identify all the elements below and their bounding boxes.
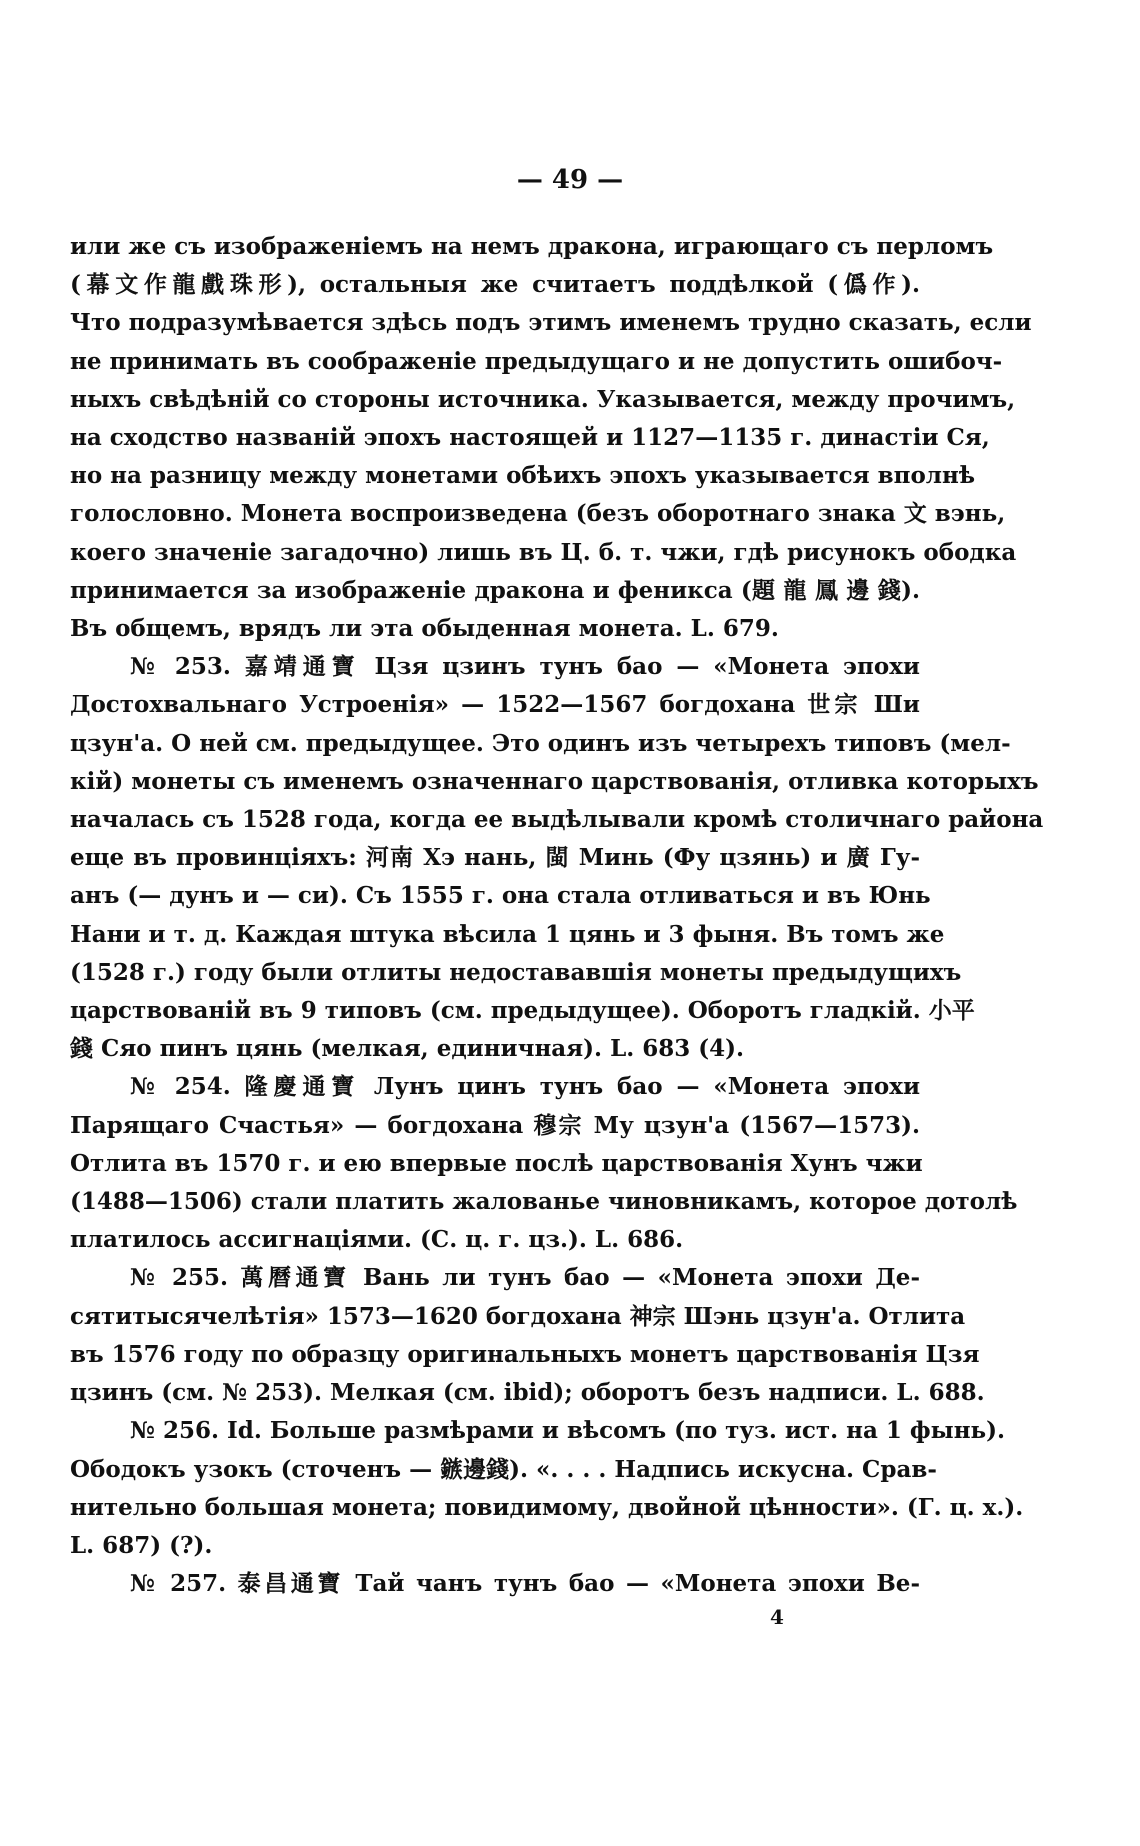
text-line: (1528 г.) году были отлиты недостававшія монеты предыдущихъ bbox=[70, 958, 962, 986]
text-line: или же съ изображеніемъ на немъ дракона, играющаго съ перломъ bbox=[70, 233, 994, 260]
text-line: еще въ провинціяхъ: 河南 Хэ нань, 閩 Минь (Фу цзянь) и 廣 Гу- bbox=[70, 844, 920, 872]
text-line: № 257. 泰昌通寶 Тай чанъ тунъ бао — «Монета эпохи Ве- bbox=[130, 1570, 920, 1598]
text-line: ныхъ свѣдѣній со стороны источника. Указывается, между прочимъ, bbox=[70, 385, 1016, 413]
text-line: № 254. 隆慶通寶 Лунъ цинъ тунъ бао — «Монета эпохи bbox=[130, 1073, 920, 1101]
text-line: Ободокъ узокъ (сточенъ — 鏃邊錢). «. . . . Надпись искусна. Срав- bbox=[70, 1455, 937, 1483]
text-line: въ 1576 году по образцу оригинальныхъ монетъ царствованія Цзя bbox=[70, 1340, 980, 1368]
text-line: № 256. Id. Больше размѣрами и вѣсомъ (по туз. ист. на 1 фынь). bbox=[130, 1417, 1006, 1445]
text-line: 錢 Сяо пинъ цянь (мелкая, единичная). L. 683 (4). bbox=[70, 1035, 745, 1063]
text-line: кій) монеты съ именемъ означеннаго царствованія, отливка которыхъ bbox=[70, 767, 1039, 795]
text-line: Отлита въ 1570 г. и ею впервые послѣ царствованія Хунъ чжи bbox=[70, 1149, 923, 1177]
text-line: нительно большая монета; повидимому, двойной цѣнности». (Г. ц. х.). bbox=[70, 1493, 1024, 1521]
text-line: (幕文作龍戲珠形), остальныя же считаетъ поддѣлкой (僞作). bbox=[70, 271, 920, 299]
text-line: принимается за изображеніе дракона и феникса (題 龍 鳳 邊 錢). bbox=[70, 576, 920, 604]
signature-mark: 4 bbox=[770, 1605, 784, 1629]
body-text bbox=[70, 228, 1044, 1603]
text-line: но на разницу между монетами обѣихъ эпохъ указывается вполнѣ bbox=[70, 462, 976, 490]
text-line: цзун'а. О ней см. предыдущее. Это одинъ изъ четырехъ типовъ (мел- bbox=[70, 729, 1011, 757]
text-line: Парящаго Счастья» — богдохана 穆宗 Му цзун'а (1567—1573). bbox=[70, 1111, 920, 1139]
text-line: Въ общемъ, врядъ ли эта обыденная монета. L. 679. bbox=[70, 615, 779, 643]
text-line: на сходство названій эпохъ настоящей и 1127—1135 г. династіи Ся, bbox=[70, 424, 990, 452]
text-line: L. 687) (?). bbox=[70, 1531, 213, 1559]
text-line: голословно. Монета воспроизведена (безъ оборотнаго знака 文 вэнь, bbox=[70, 500, 1006, 528]
text-line: не принимать въ соображеніе предыдущаго и не допустить ошибоч- bbox=[70, 347, 1003, 375]
text-line: Нани и т. д. Каждая штука вѣсила 1 цянь и 3 фыня. Въ томъ же bbox=[70, 920, 945, 948]
text-line: Что подразумѣвается здѣсь подъ этимъ именемъ трудно сказать, если bbox=[70, 309, 1032, 337]
text-line: платилось ассигнаціями. (С. ц. г. цз.). L. 686. bbox=[70, 1226, 684, 1254]
text-line: (1488—1506) стали платить жалованье чиновникамъ, которое дотолѣ bbox=[70, 1188, 1018, 1216]
text-line: коего значеніе загадочно) лишь въ Ц. б. т. чжи, гдѣ рисунокъ ободка bbox=[70, 538, 1017, 566]
text-line: № 253. 嘉靖通寶 Цзя цзинъ тунъ бао — «Монета эпохи bbox=[130, 653, 920, 681]
text-line: Достохвальнаго Устроенія» — 1522—1567 богдохана 世宗 Ши bbox=[70, 691, 920, 719]
text-line: царствованій въ 9 типовъ (см. предыдущее). Оборотъ гладкій. 小平 bbox=[70, 997, 975, 1025]
text-line: № 255. 萬曆通寶 Вань ли тунъ бао — «Монета эпохи Де- bbox=[130, 1264, 920, 1292]
text-line: анъ (— дунъ и — си). Съ 1555 г. она стала отливаться и въ Юнь bbox=[70, 882, 931, 910]
page-number: — 49 — bbox=[516, 165, 624, 195]
text-line: сятитысячелѣтія» 1573—1620 богдохана 神宗 Шэнь цзун'а. Отлита bbox=[70, 1302, 966, 1330]
text-line: цзинъ (см. № 253). Мелкая (см. ibid); оборотъ безъ надписи. L. 688. bbox=[70, 1379, 985, 1407]
text-line: началась съ 1528 года, когда ее выдѣлывали кромѣ столичнаго района bbox=[70, 806, 1044, 834]
